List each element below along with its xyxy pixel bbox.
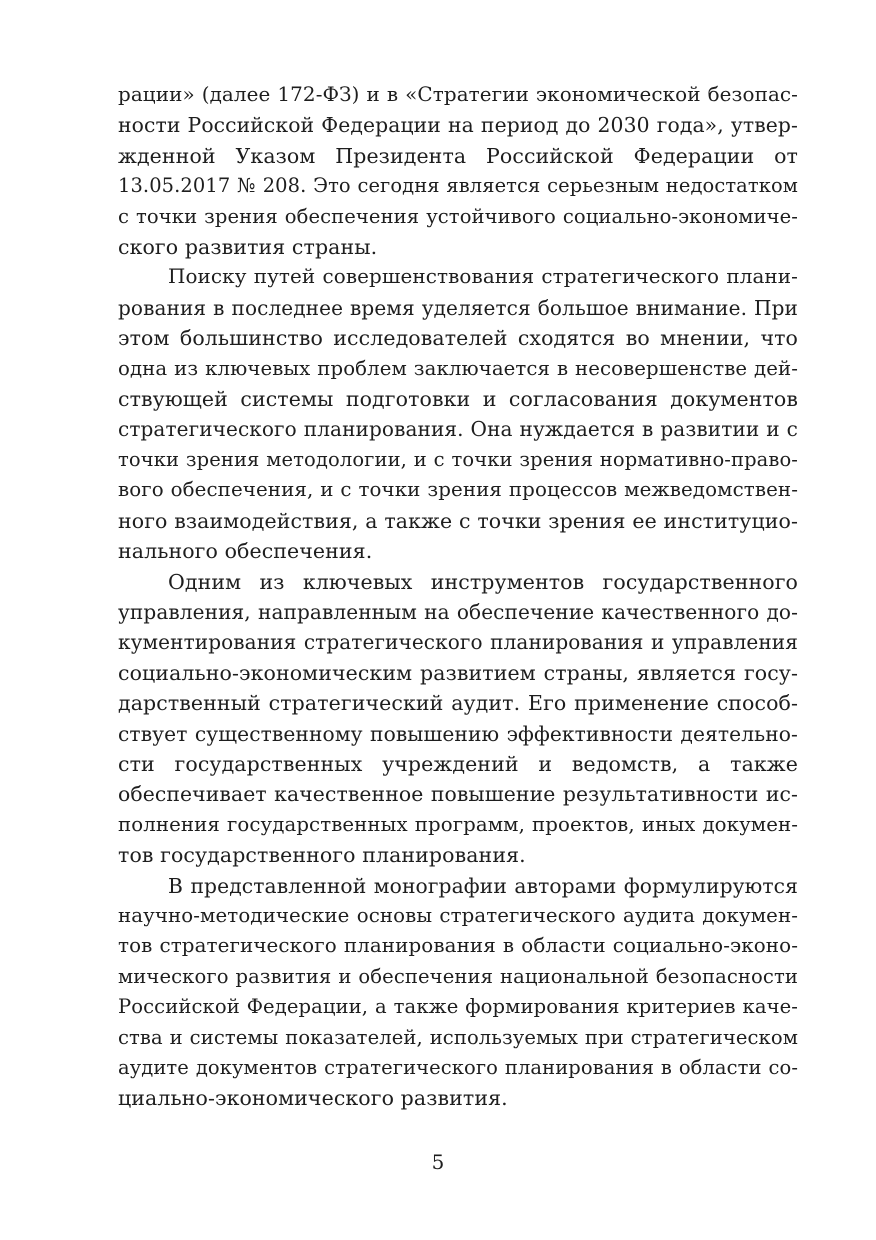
text-line: тов стратегического планирования в области социально-эконо- [118, 934, 798, 958]
text-line: ствует существенному повышению эффективности деятельно- [118, 721, 798, 746]
text-line: обеспечивает качественное повышение результативности ис- [118, 782, 798, 807]
paragraph-4 [118, 871, 798, 1114]
text-line: с точки зрения обеспечения устойчивого социально-экономиче- [118, 204, 798, 228]
text-line: кументирования стратегического планирования и управления [118, 630, 798, 655]
text-line: дарственный стратегический аудит. Его применение способ- [118, 691, 798, 716]
text-line: Одним из ключевых инструментов государственного [168, 569, 798, 594]
text-line: рования в последнее время уделяется большое внимание. При [118, 295, 798, 320]
text-line: полнения государственных программ, проектов, иных докумен- [118, 812, 798, 836]
text-line: Российской Федерации, а также формирования критериев каче- [118, 995, 798, 1019]
text-line: одна из ключевых проблем заключается в несовершенстве дей- [118, 356, 798, 380]
text-line: управления, направленным на обеспечение качественного до- [118, 599, 798, 624]
text-line: ного взаимодействия, а также с точки зрения ее институцио- [118, 508, 798, 533]
paragraph-3 [118, 567, 798, 871]
text-line: аудите документов стратегического планирования в области со- [118, 1056, 798, 1079]
text-line: сти государственных учреждений и ведомств, а также [118, 751, 798, 776]
text-line: 13.05.2017 № 208. Это сегодня является серьезным недостатком [118, 174, 798, 198]
text-line: нального обеспечения. [118, 539, 373, 564]
body-text [118, 80, 798, 1114]
text-line: циально-экономического развития. [118, 1086, 508, 1111]
paragraph-2 [118, 262, 798, 566]
text-line: стратегического планирования. Она нуждается в развитии и с [118, 417, 798, 442]
text-line: ности Российской Федерации на период до 2030 года», утвер- [118, 113, 798, 138]
text-line: Поиску путей совершенствования стратегического плани- [168, 265, 798, 289]
text-line: этом большинство исследователей сходятся во мнении, что [118, 326, 798, 351]
text-line: жденной Указом Президента Российской Федерации от [118, 143, 798, 168]
text-line: точки зрения методологии, и с точки зрения нормативно-право- [118, 447, 798, 471]
text-line: ствующей системы подготовки и согласования документов [118, 387, 798, 412]
paragraph-1 [118, 80, 798, 262]
text-line: ства и системы показателей, используемых при стратегическом [118, 1025, 798, 1049]
text-line: рации» (далее 172-ФЗ) и в «Стратегии экономической безопас- [118, 83, 798, 106]
text-line: ского развития страны. [118, 235, 378, 260]
text-line: социально-экономическим развитием страны, является госу- [118, 660, 798, 685]
text-line: В представленной монографии авторами формулируются [168, 873, 798, 898]
text-line: научно-методические основы стратегического аудита докумен- [118, 903, 798, 927]
text-line: тов государственного планирования. [118, 843, 526, 868]
text-line: вого обеспечения, и с точки зрения процессов межведомствен- [118, 478, 798, 502]
text-line: мического развития и обеспечения национальной безопасности [118, 964, 798, 988]
page-number: 5 [431, 1150, 445, 1174]
